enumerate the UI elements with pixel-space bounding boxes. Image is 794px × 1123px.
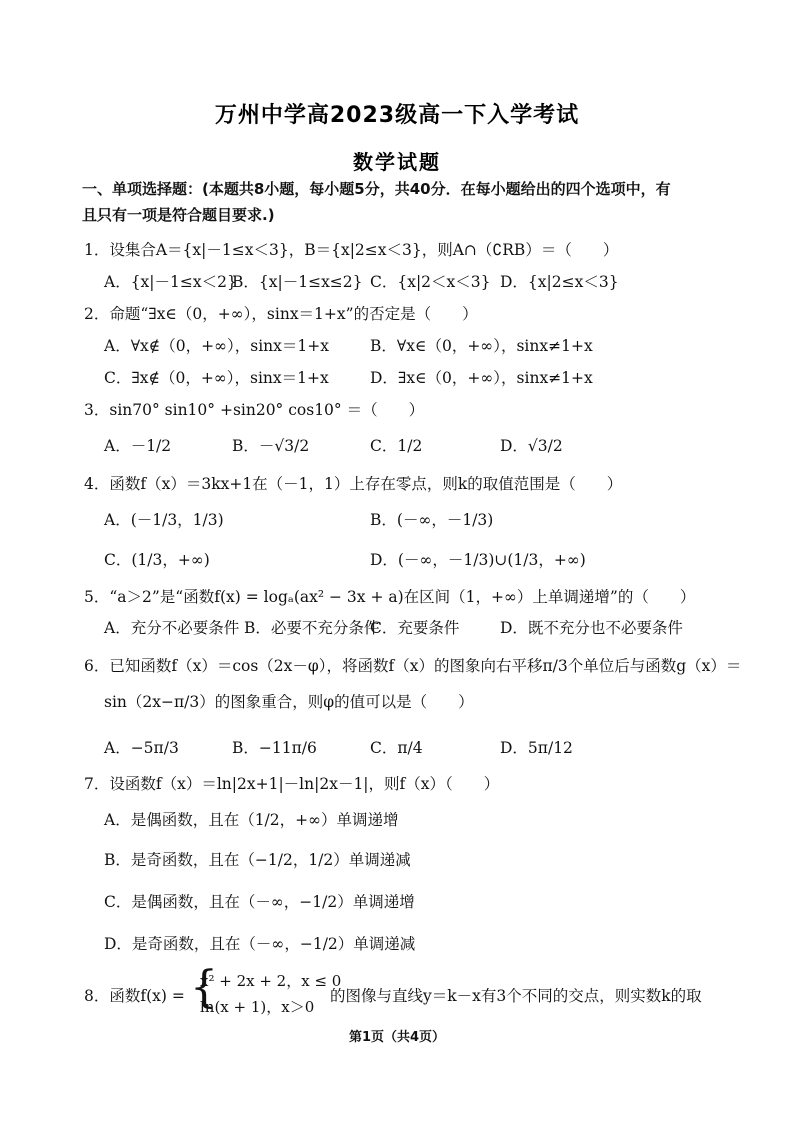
- question-1-option-c: C．{x|2＜x＜3}: [370, 273, 491, 291]
- question-6-option-d: D．5π/12: [500, 739, 573, 757]
- question-7-option-a: A．是偶函数，且在（1/2，+∞）单调递增: [104, 811, 399, 829]
- question-1-option-a: A．{x|－1≤x＜2}: [104, 273, 237, 291]
- question-8-piece-1: x² + 2x + 2，x ≤ 0: [200, 972, 342, 990]
- question-4-stem: 4．函数f（x）＝3kx+1在（－1，1）上存在零点，则k的取值范围是（ ）: [84, 475, 623, 493]
- question-1-stem: 1．设集合A＝{x|－1≤x＜3}，B＝{x|2≤x＜3}，则A∩（∁RB）＝（ ）: [84, 241, 619, 259]
- question-8-lead: 8．函数f(x) =: [84, 987, 185, 1005]
- question-4-option-a: A．(－1/3，1/3): [104, 511, 224, 529]
- page-footer: 第1页（共4页）: [348, 1030, 446, 1045]
- question-6-stem: 6．已知函数f（x）＝cos（2x－φ），将函数f（x）的图象向右平移π/3个单位后与函数g（x）＝: [84, 657, 742, 675]
- question-2-stem: 2．命题“∃x∈（0，+∞），sinx＝1+x”的否定是（ ）: [84, 305, 478, 323]
- question-5-option-a: A．充分不必要条件: [104, 619, 240, 637]
- question-6-option-b: B．−11π/6: [232, 739, 317, 757]
- question-2-option-d: D．∃x∈（0，+∞），sinx≠1+x: [370, 369, 593, 387]
- question-4-option-b: B．(－∞，－1/3): [370, 511, 494, 529]
- question-3-option-b: B．－√3/2: [232, 437, 310, 455]
- section-heading-cont: 且只有一项是符合题目要求.): [82, 206, 275, 224]
- exam-subtitle: 数学试题: [353, 150, 441, 174]
- question-3-option-c: C．1/2: [370, 437, 423, 455]
- question-4-option-d: D．(－∞，－1/3)∪(1/3，+∞): [370, 551, 586, 569]
- piecewise-brace: {: [190, 962, 218, 1013]
- question-7-option-c: C．是偶函数，且在（－∞，−1/2）单调递增: [104, 893, 415, 911]
- question-6-stem-cont: sin（2x−π/3）的图象重合，则φ的值可以是（ ）: [104, 693, 474, 711]
- question-3-option-d: D．√3/2: [500, 437, 563, 455]
- question-3-stem: 3．sin70° sin10° +sin20° cos10° ＝（ ）: [84, 401, 425, 419]
- question-7-option-b: B．是奇函数，且在（−1/2，1/2）单调递减: [104, 851, 411, 869]
- question-5-option-c: C．充要条件: [370, 619, 460, 637]
- question-7-stem: 7．设函数f（x）＝ln|2x+1|－ln|2x－1|，则f（x）（ ）: [84, 775, 500, 793]
- section-heading: 一、单项选择题：(本题共8小题，每小题5分，共40分．在每小题给出的四个选项中，有: [82, 180, 671, 198]
- question-8-tail: 的图像与直线y＝k－x有3个不同的交点，则实数k的取: [330, 987, 702, 1005]
- question-5-stem: 5．“a＞2”是“函数f(x) = logₐ(ax² − 3x + a)在区间（1，+∞）上单调递增”的（ ）: [84, 588, 696, 606]
- question-7-option-d: D．是奇函数，且在（－∞，−1/2）单调递减: [104, 935, 416, 953]
- question-2-option-b: B．∀x∈（0，+∞），sinx≠1+x: [370, 337, 593, 355]
- question-5-option-d: D．既不充分也不必要条件: [500, 619, 683, 637]
- exam-title: 万州中学高2023级高一下入学考试: [214, 103, 580, 128]
- question-1-option-d: D．{x|2≤x＜3}: [500, 273, 619, 291]
- question-2-option-a: A．∀x∉（0，+∞），sinx＝1+x: [104, 337, 330, 355]
- question-1-option-b: B．{x|－1≤x≤2}: [232, 273, 363, 291]
- question-3-option-a: A．－1/2: [104, 437, 172, 455]
- question-6-option-a: A．−5π/3: [104, 739, 179, 757]
- question-2-option-c: C．∃x∉（0，+∞），sinx＝1+x: [104, 369, 329, 387]
- question-5-option-b: B．必要不充分条件: [244, 619, 380, 637]
- question-4-option-c: C．(1/3，+∞): [104, 551, 210, 569]
- question-8-piece-2: ln(x + 1)，x＞0: [200, 998, 315, 1016]
- question-6-option-c: C．π/4: [370, 739, 423, 757]
